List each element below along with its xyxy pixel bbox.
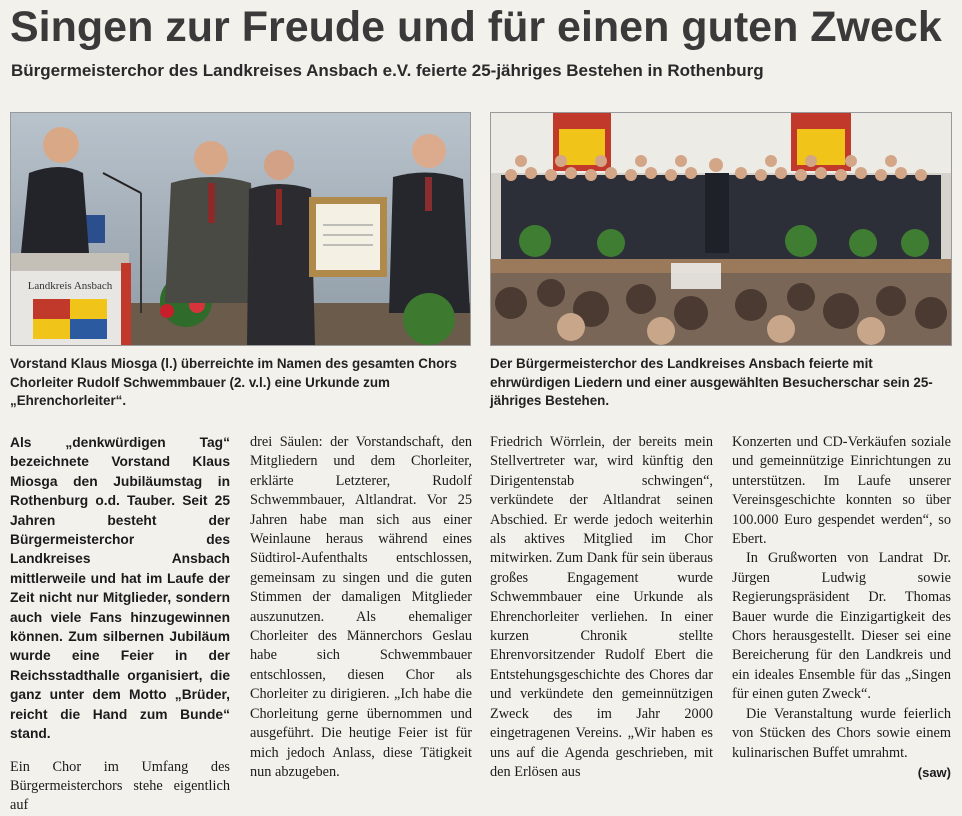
body-paragraph: Friedrich Wörrlein, der bereits mein Stellvertreter war, wird künftig den Dirigentenstab schwingen“, verkündete der Altlandrat seinen Abschied. Er werde jedoch weiterhin als aktives Mitglied im Chor mitwirken. Zum Dank für sein überaus großes Engagement wurde Schwemmbauer eine Urkunde als Ehrenchorleiter verliehen. In einer kurzen Chronik stellte Ehrenvorsitzender Rudolf Ebert die Entstehungsgeschichte des Chores dar und verkündete den gemeinnützigen Zweck des im Jahr 2000 eingetragenen Vereins. „Wir haben es uns auf die Agenda geschrieben, mit den Erlösen aus (490, 434, 713, 780)
body-paragraph: Ein Chor im Umfang des Bürgermeisterchors stehe eigentlich auf (10, 758, 230, 814)
caption-right: Der Bürgermeisterchor des Landkreises Ansbach feierte mit ehrwürdigen Liedern und einer ausgewählten Besucherschar sein 25-jähriges Bestehen. (490, 356, 933, 408)
headline: Singen zur Freude und für einen guten Zweck (10, 3, 942, 51)
column-4 (732, 433, 951, 782)
lead-paragraph: Als „denkwürdigen Tag“ bezeichnete Vorstand Klaus Miosga den Jubiläumstag in Rothenburg o.d. Tauber. Seit 25 Jahren besteht der Bürgermeisterchor des Landkreises Ansbach mittlerweile und hat im Laufe der Zeit nicht nur Mitglieder, sondern auch viele Fans hinzugewinnen können. Zum silbernen Jubiläum wurde eine Feier in der Reichsstadthalle organisiert, die ganz unter dem Motto „Brüder, reicht die Hand zum Bunde“ stand. (10, 435, 230, 742)
caption-left: Vorstand Klaus Miosga (l.) überreichte im Namen des gesamten Chors Chorleiter Rudolf Schwemmbauer (2. v.l.) eine Urkunde zum „Ehrenchorleiter“. (10, 356, 457, 408)
photo-award-presentation (10, 112, 471, 346)
column-2 (250, 433, 472, 782)
column-3 (490, 433, 713, 782)
closing-text: Die Veranstaltung wurde feierlich von Stücken des Chors sowie einem kulinarischen Buffet umrahmt. (732, 705, 951, 761)
body-paragraph: Konzerten und CD-Verkäufen soziale und gemeinnützige Einrichtungen zu unterstützen. Im Laufe unserer Vereinsgeschichte konnten so über 100.000 Euro gespendet werden“, so Ebert. (732, 434, 951, 548)
body-paragraph (732, 705, 951, 780)
body-paragraph: In Grußworten von Landrat Dr. Jürgen Ludwig sowie Regierungspräsident Dr. Thomas Bauer wurde die Einzigartigkeit des Chors herausgestellt. Dieser sei eine Bereicherung für den Landkreis und ein ideales Ensemble für das „Singen für einen guten Zweck“. (732, 550, 951, 703)
column-1 (10, 433, 230, 816)
subheadline: Bürgermeisterchor des Landkreises Ansbach e.V. feierte 25-jähriges Bestehen in Rothenburg (11, 61, 764, 80)
byline: (saw) (917, 764, 951, 780)
body-paragraph: drei Säulen: der Vorstandschaft, den Mitgliedern und dem Chorleiter, erklärte Letzterer, Rudolf Schwemmbauer, Altlandrat. Vor 25 Jahren habe man sich aus einer Weinlaune heraus während eines Südtirol-Aufenthalts entschlossen, gemeinsam zu singen und die guten Stimmen der damaligen Mitglieder auszunutzen. Als ehemaliger Chorleiter des Männerchors Geslau habe sich Schwemmbauer entschlossen, diesen Chor als Chorleiter zu dirigieren. „Ich habe die Chorleitung gerne übernommen und ausgeführt. Die heutige Feier ist für mich jedoch Anlass, diese Tätigkeit nun abzugeben. (250, 434, 472, 780)
photo-choir-performance (490, 112, 952, 346)
podium-sign-text: Landkreis Ansbach (27, 280, 113, 292)
